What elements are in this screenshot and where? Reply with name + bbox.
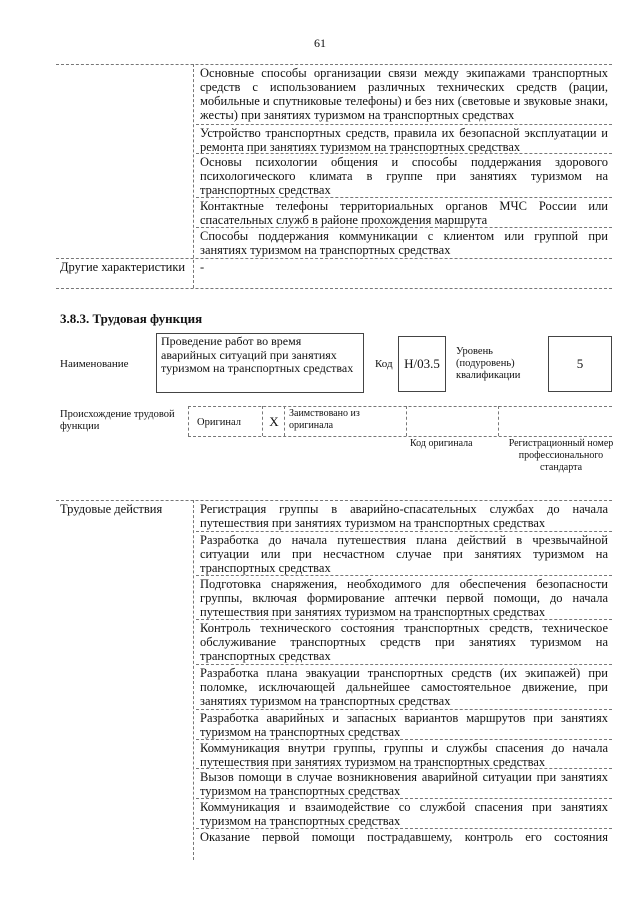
action-row: Оказание первой помощи пострадавшему, контроль его состояния — [200, 830, 608, 844]
action-row: Разработка аварийных и запасных вариантов маршрутов при занятиях туризмом на транспортных средствах — [200, 711, 608, 739]
row-divider — [196, 619, 612, 620]
knowledge-row: Устройство транспортных средств, правила их безопасной эксплуатации и ремонта при занятиях туризмом на транспортных средствах — [200, 126, 608, 154]
name-label: Наименование — [60, 358, 129, 370]
row-divider — [196, 828, 612, 829]
original-mark: X — [269, 414, 279, 429]
row-divider — [196, 153, 612, 154]
knowledge-row: Основы психологии общения и способы поддержания здорового психологического климата в группе при занятиях туризмом на транспортных средствах — [200, 155, 608, 197]
knowledge-row: Основные способы организации связи между экипажами транспортных средств с использованием различных технических средств (рации, мобильные и спутниковые телефоны) и без них (световые и звуковые знаки, жесты) при занятиях туризмом на транспортных средствах — [200, 66, 608, 122]
row-divider — [196, 664, 612, 665]
action-row: Подготовка снаряжения, необходимого для обеспечения безопасности группы, включая формирование аптечки первой помощи, до начала путешествия при занятиях туризмом на транспортных средствах — [200, 577, 608, 619]
table-border — [56, 500, 612, 501]
table-border — [56, 288, 612, 289]
row-divider — [196, 531, 612, 532]
level-label: Уровень (подуровень) квалификации — [456, 346, 521, 381]
action-row: Разработка плана эвакуации транспортных средств (их экипажей) при поломке, исключающей дальнейшее самостоятельное движение, при занятиях туризмом на транспортных средствах — [200, 666, 608, 708]
origin-divider — [262, 406, 263, 436]
action-row: Регистрация группы в аварийно-спасательных службах до начала путешествия при занятиях туризмом на транспортных средствах — [200, 502, 608, 530]
row-divider — [196, 798, 612, 799]
row-divider — [196, 197, 612, 198]
origin-divider — [188, 406, 189, 436]
knowledge-row: Способы поддержания коммуникации с клиентом или группой при занятиях туризмом на транспортных средствах — [200, 229, 608, 257]
actions-label: Трудовые действия — [60, 502, 163, 516]
row-divider — [196, 575, 612, 576]
knowledge-row: Контактные телефоны территориальных органов МЧС России или спасательных служб в районе прохождения маршрута — [200, 199, 608, 227]
action-row: Разработка до начала путешествия плана действий в чрезвычайной ситуации или при несчастном случае при занятиях туризмом на транспортных средствах — [200, 533, 608, 575]
reg-number-label: Регистрационный номер профессионального стандарта — [508, 438, 614, 473]
action-row: Вызов помощи в случае возникновения аварийной ситуации при занятиях туризмом на транспортных средствах — [200, 770, 608, 798]
row-divider — [196, 709, 612, 710]
page-number: 61 — [314, 36, 326, 50]
origin-divider — [284, 406, 285, 436]
row-divider — [196, 124, 612, 125]
code-label: Код — [375, 358, 393, 370]
code-value: H/03.5 — [404, 356, 440, 371]
row-divider — [196, 768, 612, 769]
section-title: 3.8.3. Трудовая функция — [60, 311, 203, 326]
function-name: Проведение работ во время аварийных ситуаций при занятиях туризмом на транспортных средствах — [161, 334, 354, 375]
action-row: Коммуникация внутри группы, группы и службы спасения до начала путешествия при занятиях туризмом на транспортных средствах — [200, 741, 608, 769]
row-divider — [196, 739, 612, 740]
origin-label: Происхождение трудовой функции — [60, 409, 175, 432]
origin-divider — [406, 406, 407, 436]
other-characteristics-value: - — [200, 260, 205, 274]
other-characteristics-label: Другие характеристики — [60, 260, 186, 274]
table-divider — [193, 64, 194, 288]
borrowed-label: Заимствовано из оригинала — [289, 408, 360, 431]
origin-border — [188, 406, 612, 407]
action-row: Контроль технического состояния транспортных средств, техническое обслуживание транспортных средств при занятиях туризмом на транспортных средствах — [200, 621, 608, 663]
table-divider — [193, 500, 194, 860]
action-row: Коммуникация и взаимодействие со службой спасения при занятиях туризмом на транспортных средствах — [200, 800, 608, 828]
row-divider — [196, 227, 612, 228]
row-divider — [56, 258, 612, 259]
table-border — [56, 64, 612, 65]
origin-divider — [498, 406, 499, 436]
level-value: 5 — [576, 356, 584, 371]
original-label: Оригинал — [197, 417, 241, 428]
code-original-label: Код оригинала — [410, 438, 473, 449]
origin-border — [188, 436, 612, 437]
